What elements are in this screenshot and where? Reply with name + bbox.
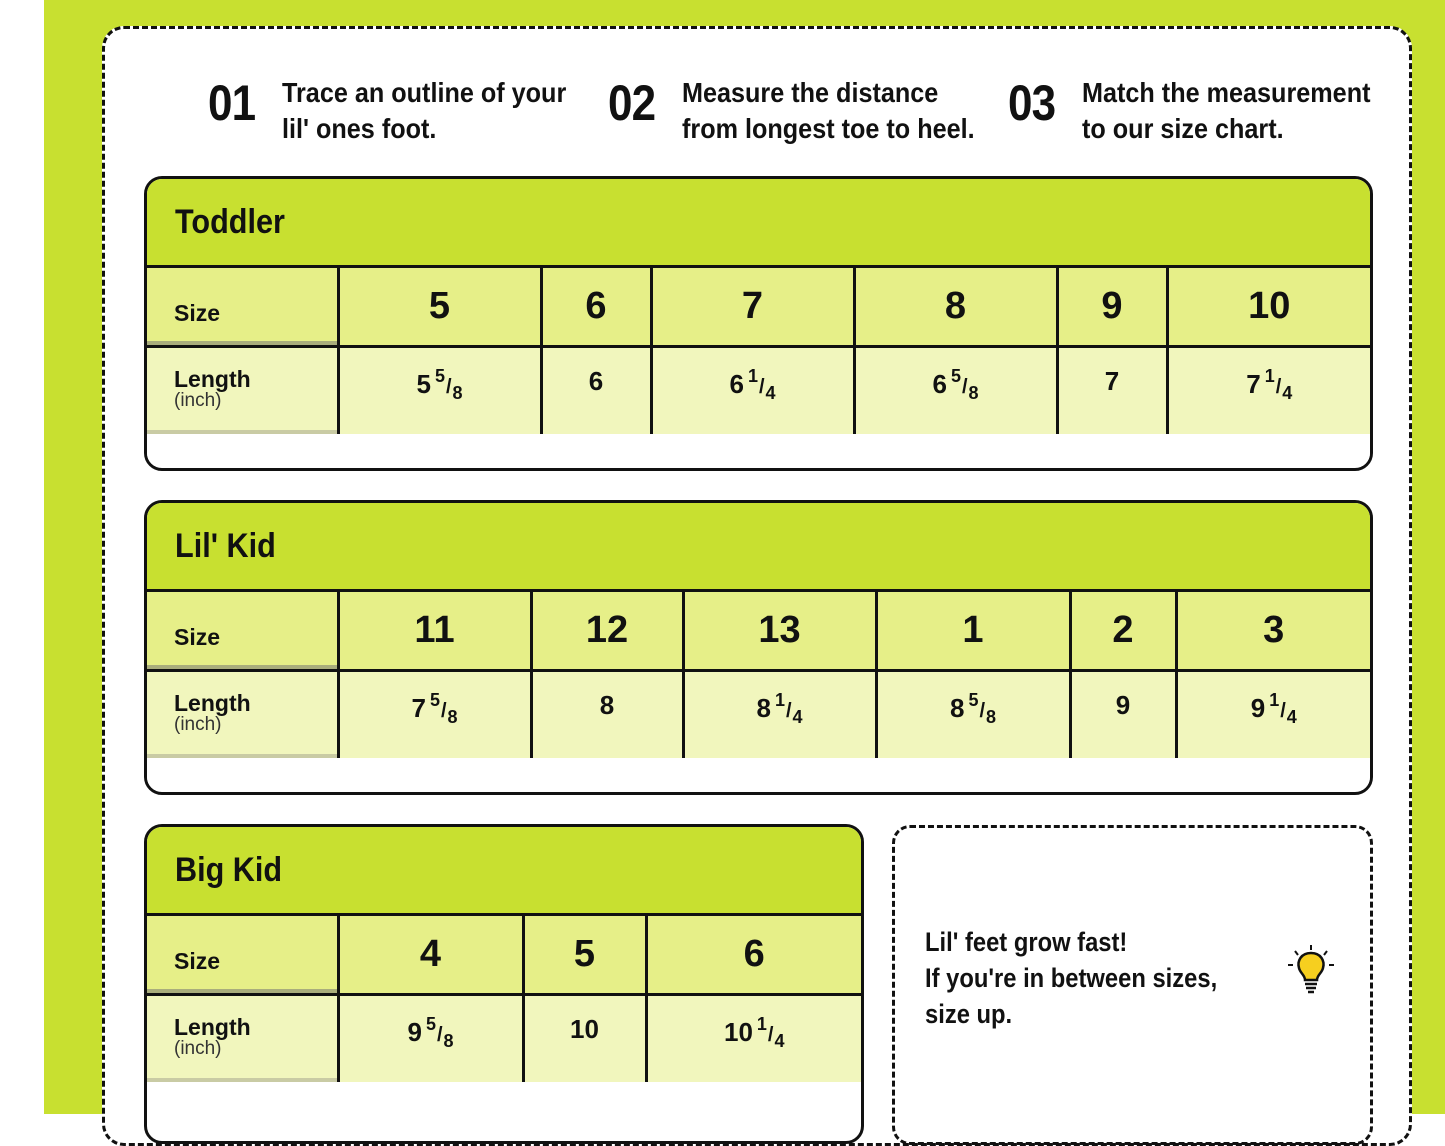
size-label: Size bbox=[147, 592, 338, 670]
fraction-denominator: 4 bbox=[1282, 382, 1293, 403]
card-footer bbox=[147, 434, 1370, 466]
length-label: Length (inch) bbox=[147, 994, 338, 1082]
length-cell bbox=[523, 994, 646, 1082]
length-cell bbox=[876, 670, 1070, 758]
length-cell bbox=[651, 346, 854, 434]
size-cell: 5 bbox=[338, 268, 541, 346]
length-cell bbox=[1070, 670, 1176, 758]
step-2 bbox=[608, 75, 1007, 147]
tip-text: Lil' feet grow fast! If you're in between sizes, size up. bbox=[925, 927, 1218, 1029]
card-footer bbox=[147, 1082, 861, 1114]
size-chart-toddler bbox=[144, 176, 1373, 471]
fraction-denominator: 8 bbox=[443, 1030, 454, 1051]
step-text: Trace an outline of your lil' ones foot. bbox=[282, 77, 567, 144]
length-whole: 8 bbox=[949, 692, 965, 723]
unit-label: (inch) bbox=[174, 713, 222, 735]
length-whole: 7 bbox=[1246, 368, 1261, 399]
lightbulb-icon bbox=[1285, 943, 1337, 995]
length-label: Length (inch) bbox=[147, 670, 338, 758]
size-table bbox=[147, 916, 861, 1082]
length-whole: 10 bbox=[723, 1016, 753, 1047]
size-cell: 9 bbox=[1057, 268, 1167, 346]
fraction-numerator: 5 bbox=[425, 1013, 436, 1034]
length-row bbox=[147, 346, 1370, 434]
fraction-denominator: 8 bbox=[968, 382, 979, 403]
size-cell: 2 bbox=[1070, 592, 1176, 670]
size-cell: 5 bbox=[523, 916, 646, 994]
length-whole: 9 bbox=[407, 1016, 422, 1047]
unit-label: (inch) bbox=[174, 1037, 222, 1059]
length-cell bbox=[531, 670, 683, 758]
fraction-denominator: 8 bbox=[447, 706, 458, 727]
length-cell bbox=[338, 346, 541, 434]
fraction-numerator: 1 bbox=[774, 689, 785, 710]
fraction-denominator: 8 bbox=[452, 382, 463, 403]
length-cell bbox=[854, 346, 1057, 434]
size-table bbox=[147, 592, 1370, 758]
length-value bbox=[1250, 689, 1297, 727]
fraction-numerator: 5 bbox=[434, 365, 445, 386]
length-whole: 6 bbox=[729, 368, 744, 399]
size-cell: 6 bbox=[541, 268, 651, 346]
step-number: 03 bbox=[1008, 75, 1056, 131]
length-row bbox=[147, 670, 1370, 758]
length-label: Length (inch) bbox=[147, 346, 338, 434]
length-value bbox=[411, 689, 458, 727]
size-cell: 13 bbox=[683, 592, 876, 670]
length-value bbox=[1105, 366, 1119, 396]
size-row bbox=[147, 268, 1370, 346]
fraction-slash: / bbox=[767, 1023, 774, 1046]
step-number: 01 bbox=[208, 75, 256, 131]
length-value bbox=[1246, 365, 1293, 403]
size-cell: 12 bbox=[531, 592, 683, 670]
card-footer bbox=[147, 758, 1370, 790]
length-whole: 7 bbox=[411, 692, 426, 723]
fraction-numerator: 5 bbox=[429, 689, 440, 710]
length-whole: 9 bbox=[1115, 689, 1131, 720]
fraction-denominator: 4 bbox=[792, 706, 803, 727]
length-cell bbox=[541, 346, 651, 434]
fraction-slash: / bbox=[1275, 375, 1282, 398]
card-title: Lil' Kid bbox=[175, 526, 276, 565]
fraction-slash: / bbox=[961, 375, 968, 398]
fraction-numerator: 1 bbox=[1264, 365, 1275, 386]
fraction-slash: / bbox=[436, 1023, 443, 1046]
card-title: Toddler bbox=[175, 202, 285, 241]
size-cell: 4 bbox=[338, 916, 523, 994]
unit-label: (inch) bbox=[174, 389, 222, 411]
length-whole: 6 bbox=[588, 365, 604, 396]
length-value bbox=[756, 689, 803, 727]
card-header bbox=[147, 827, 861, 916]
length-cell bbox=[646, 994, 861, 1082]
fraction-slash: / bbox=[785, 699, 792, 722]
size-cell: 8 bbox=[854, 268, 1057, 346]
length-cell bbox=[338, 670, 531, 758]
length-value bbox=[600, 690, 614, 720]
fraction-slash: / bbox=[979, 699, 986, 722]
length-value bbox=[416, 365, 463, 403]
fraction-denominator: 8 bbox=[986, 706, 997, 727]
fraction-numerator: 1 bbox=[1269, 689, 1280, 710]
fraction-denominator: 4 bbox=[765, 382, 776, 403]
size-label: Size bbox=[147, 916, 338, 994]
size-label: Size bbox=[147, 268, 338, 346]
length-value bbox=[589, 366, 603, 396]
length-whole: 9 bbox=[1250, 692, 1266, 723]
fraction-denominator: 4 bbox=[1286, 706, 1297, 727]
fraction-numerator: 5 bbox=[968, 689, 979, 710]
length-whole: 6 bbox=[932, 368, 947, 399]
size-cell: 11 bbox=[338, 592, 531, 670]
length-value bbox=[729, 365, 776, 403]
length-value bbox=[570, 1014, 599, 1044]
fraction-slash: / bbox=[440, 699, 447, 722]
length-whole: 8 bbox=[599, 689, 615, 720]
size-cell: 10 bbox=[1167, 268, 1370, 346]
fraction-slash: / bbox=[1280, 699, 1286, 722]
length-value bbox=[1116, 690, 1130, 720]
size-cell: 6 bbox=[646, 916, 861, 994]
fraction-numerator: 1 bbox=[756, 1013, 767, 1034]
length-whole: 7 bbox=[1104, 365, 1120, 396]
step-number: 02 bbox=[608, 75, 656, 131]
size-chart-lil-kid bbox=[144, 500, 1373, 795]
length-cell bbox=[683, 670, 876, 758]
length-cell bbox=[338, 994, 523, 1082]
length-cell bbox=[1176, 670, 1370, 758]
length-row bbox=[147, 994, 861, 1082]
card-header bbox=[147, 503, 1370, 592]
fraction-numerator: 5 bbox=[950, 365, 961, 386]
size-row bbox=[147, 592, 1370, 670]
length-cell bbox=[1057, 346, 1167, 434]
length-whole: 8 bbox=[756, 692, 771, 723]
length-value bbox=[949, 689, 997, 727]
fraction-denominator: 4 bbox=[774, 1030, 785, 1051]
size-cell: 7 bbox=[651, 268, 854, 346]
page-margin bbox=[0, 0, 44, 1114]
size-table bbox=[147, 268, 1370, 434]
fraction-numerator: 1 bbox=[747, 365, 758, 386]
fraction-slash: / bbox=[445, 375, 452, 398]
size-row bbox=[147, 916, 861, 994]
card-title: Big Kid bbox=[175, 850, 283, 889]
size-cell: 3 bbox=[1176, 592, 1370, 670]
size-cell: 1 bbox=[876, 592, 1070, 670]
fraction-slash: / bbox=[758, 375, 765, 398]
step-1 bbox=[208, 75, 598, 147]
length-value bbox=[723, 1013, 785, 1051]
length-value bbox=[932, 365, 979, 403]
length-cell bbox=[1167, 346, 1370, 434]
size-chart-big-kid bbox=[144, 824, 864, 1144]
length-value bbox=[407, 1013, 454, 1051]
step-3 bbox=[1008, 75, 1403, 147]
length-whole: 10 bbox=[570, 1013, 599, 1044]
step-text: Match the measurement to our size chart. bbox=[1082, 77, 1371, 144]
card-header bbox=[147, 179, 1370, 268]
length-whole: 5 bbox=[416, 368, 431, 399]
step-text: Measure the distance from longest toe to heel. bbox=[682, 77, 975, 144]
size-tip-box bbox=[892, 825, 1373, 1145]
